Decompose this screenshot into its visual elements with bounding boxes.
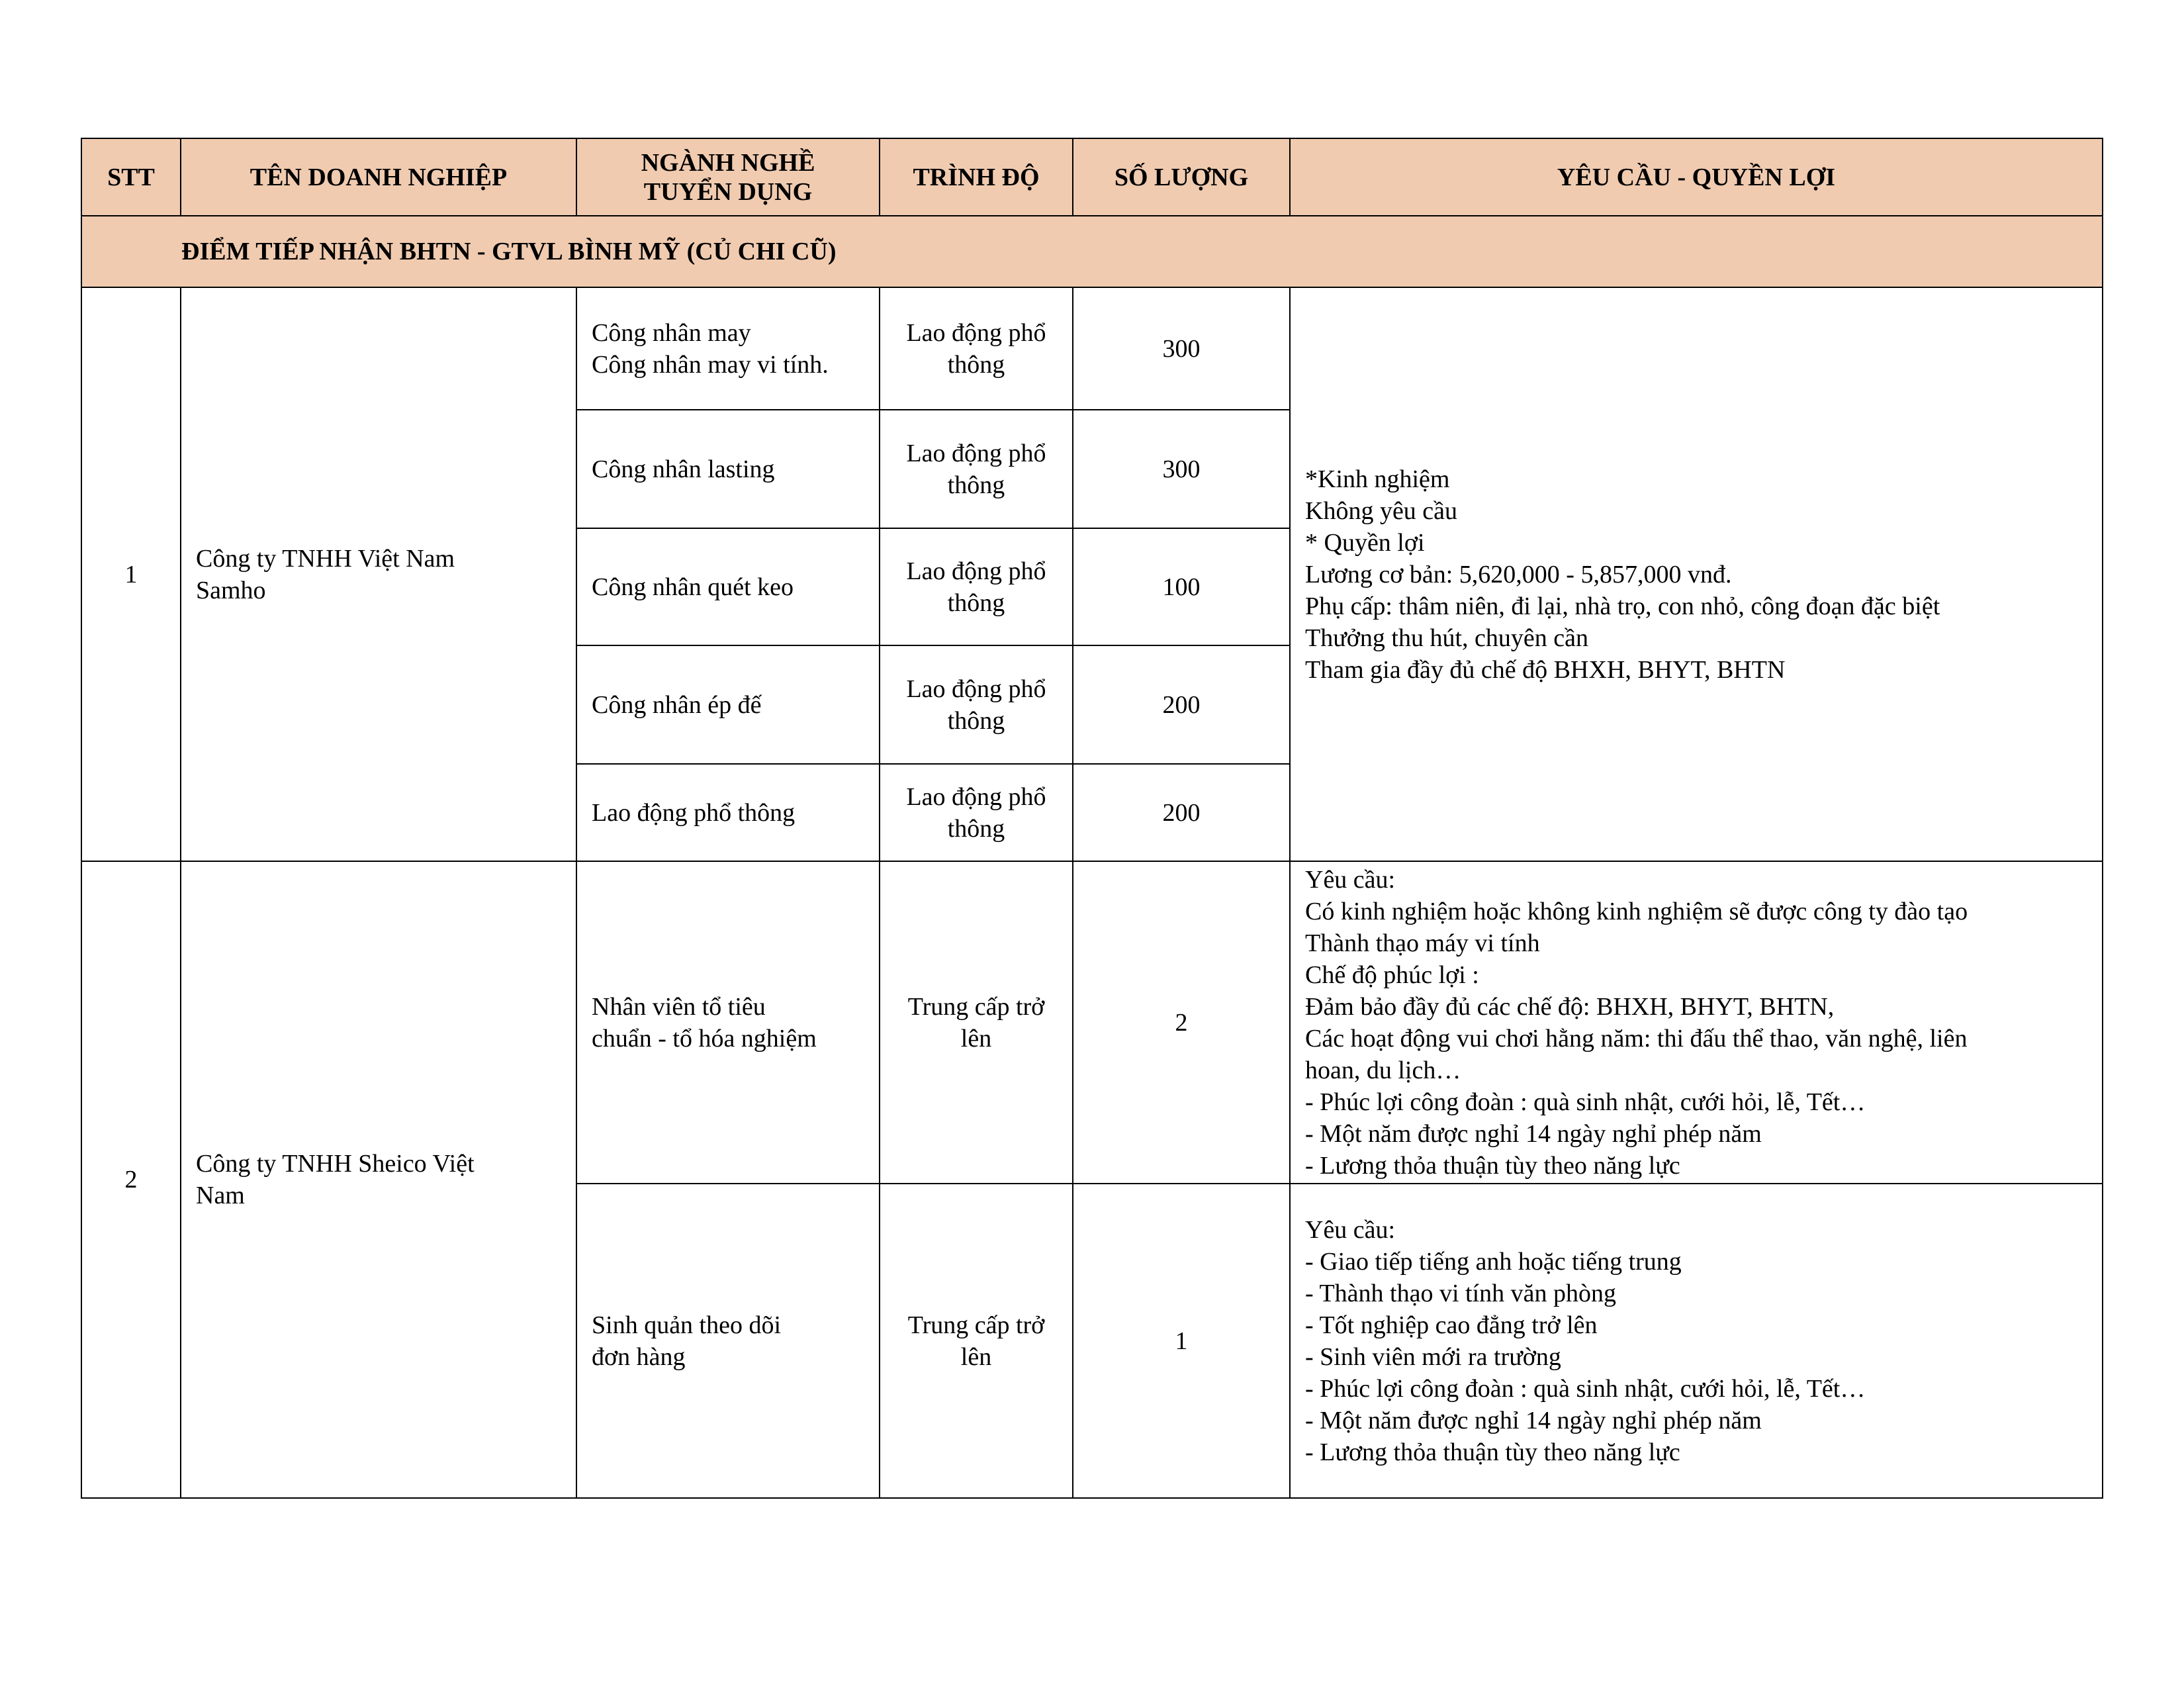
quantity-cell: 100 bbox=[1073, 528, 1290, 645]
job-title-cell: Lao động phổ thông bbox=[576, 764, 880, 861]
level-cell: Trung cấp trở lên bbox=[880, 1184, 1073, 1498]
stt-cell: 2 bbox=[81, 861, 181, 1498]
table-row bbox=[81, 861, 2103, 1184]
company-name-cell: Công ty TNHH Sheico Việt Nam bbox=[181, 861, 576, 1498]
quantity-cell: 2 bbox=[1073, 861, 1290, 1184]
quantity-cell: 200 bbox=[1073, 764, 1290, 861]
job-title-cell: Công nhân may Công nhân may vi tính. bbox=[576, 287, 880, 410]
job-title-cell: Công nhân ép đế bbox=[576, 645, 880, 764]
job-title-cell: Công nhân lasting bbox=[576, 410, 880, 528]
section-title: ĐIỂM TIẾP NHẬN BHTN - GTVL BÌNH MỸ (CỦ CHI CŨ) bbox=[81, 216, 2103, 287]
job-title-cell: Nhân viên tổ tiêu chuẩn - tổ hóa nghiệm bbox=[576, 861, 880, 1184]
requirements-cell: Yêu cầu: Có kinh nghiệm hoặc không kinh nghiệm sẽ được công ty đào tạo Thành thạo máy vi tính Chế độ phúc lợi : Đảm bảo đầy đủ các chế độ: BHXH, BHYT, BHTN, Các hoạt động vui chơi hằng năm: thi đấu thể thao, văn nghệ, liên hoan, du lịch… - Phúc lợi công đoàn : quà sinh nhật, cưới hỏi, lễ, Tết… - Một năm được nghỉ 14 ngày nghỉ phép năm - Lương thỏa thuận tùy theo năng lực bbox=[1290, 861, 2103, 1184]
level-cell: Trung cấp trở lên bbox=[880, 861, 1073, 1184]
quantity-cell: 200 bbox=[1073, 645, 1290, 764]
requirements-cell: *Kinh nghiệm Không yêu cầu * Quyền lợi Lương cơ bản: 5,620,000 - 5,857,000 vnđ. Phụ cấp: thâm niên, đi lại, nhà trọ, con nhỏ, công đoạn đặc biệt Thưởng thu hút, chuyên cần Tham gia đầy đủ chế độ BHXH, BHYT, BHTN bbox=[1290, 287, 2103, 861]
quantity-cell: 300 bbox=[1073, 287, 1290, 410]
level-cell: Lao động phổ thông bbox=[880, 528, 1073, 645]
job-title-cell: Sinh quản theo dõi đơn hàng bbox=[576, 1184, 880, 1498]
level-cell: Lao động phổ thông bbox=[880, 645, 1073, 764]
header-requirements: YÊU CẦU - QUYỀN LỢI bbox=[1290, 138, 2103, 216]
stt-cell: 1 bbox=[81, 287, 181, 861]
quantity-cell: 1 bbox=[1073, 1184, 1290, 1498]
header-job: NGÀNH NGHỀ TUYỂN DỤNG bbox=[576, 138, 880, 216]
section-row bbox=[81, 216, 2103, 287]
level-cell: Lao động phổ thông bbox=[880, 287, 1073, 410]
header-company: TÊN DOANH NGHIỆP bbox=[181, 138, 576, 216]
level-cell: Lao động phổ thông bbox=[880, 410, 1073, 528]
job-title-cell: Công nhân quét keo bbox=[576, 528, 880, 645]
header-level: TRÌNH ĐỘ bbox=[880, 138, 1073, 216]
table-row bbox=[81, 287, 2103, 410]
requirements-cell: Yêu cầu: - Giao tiếp tiếng anh hoặc tiếng trung - Thành thạo vi tính văn phòng - Tốt nghiệp cao đẳng trở lên - Sinh viên mới ra trường - Phúc lợi công đoàn : quà sinh nhật, cưới hỏi, lễ, Tết… - Một năm được nghỉ 14 ngày nghỉ phép năm - Lương thỏa thuận tùy theo năng lực bbox=[1290, 1184, 2103, 1498]
quantity-cell: 300 bbox=[1073, 410, 1290, 528]
level-cell: Lao động phổ thông bbox=[880, 764, 1073, 861]
company-name-cell: Công ty TNHH Việt Nam Samho bbox=[181, 287, 576, 861]
header-stt: STT bbox=[81, 138, 181, 216]
recruitment-table bbox=[81, 138, 2103, 1499]
header-row bbox=[81, 138, 2103, 216]
header-quantity: SỐ LƯỢNG bbox=[1073, 138, 1290, 216]
